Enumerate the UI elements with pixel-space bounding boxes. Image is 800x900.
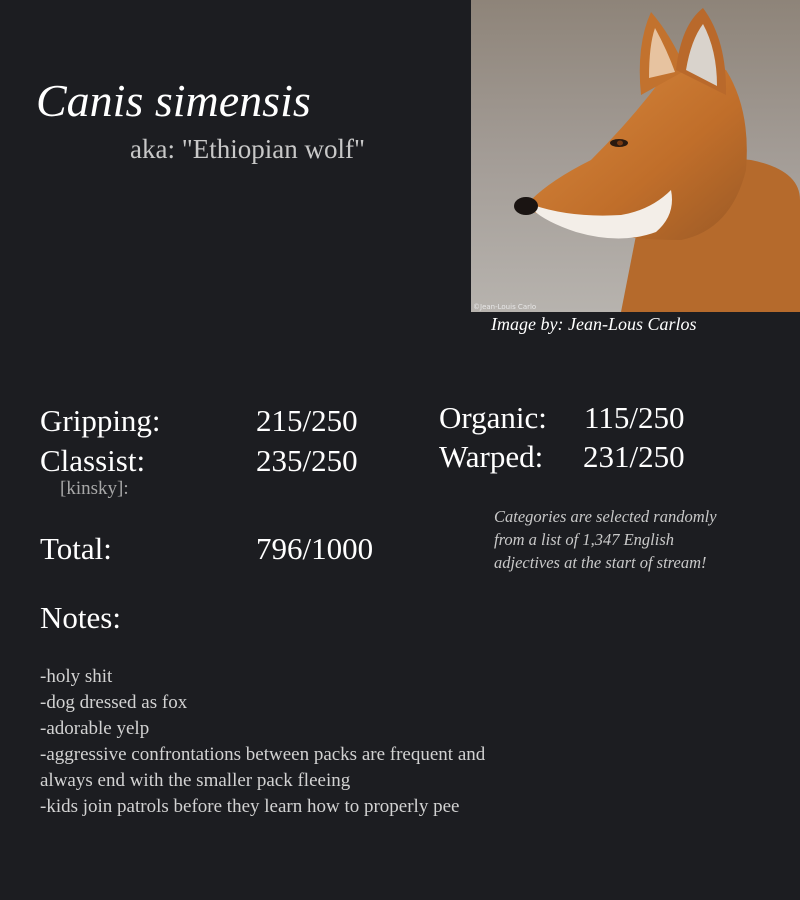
organic-value: 115/250 — [584, 400, 685, 435]
total-value: 796/1000 — [256, 531, 374, 566]
warped-value: 231/250 — [583, 439, 685, 474]
warped-label: Warped: — [439, 439, 544, 474]
note-item: -adorable yelp — [40, 718, 150, 739]
classist-value: 235/250 — [256, 443, 358, 478]
scientific-name: Canis simensis — [36, 75, 311, 126]
common-name: aka: "Ethiopian wolf" — [130, 134, 365, 164]
gripping-label: Gripping: — [40, 403, 161, 438]
notes-title: Notes: — [40, 600, 121, 635]
gripping-value: 215/250 — [256, 403, 358, 438]
note-item: -kids join patrols before they learn how to properly pee — [40, 796, 460, 817]
categories-note: Categories are selected randomly from a list of 1,347 English adjectives at the start of stream! — [494, 507, 717, 572]
note-item: -aggressive confrontations between packs are frequent and always end with the smaller pack fleeing — [40, 744, 486, 791]
notes-list — [40, 664, 640, 820]
image-credit: Image by: Jean-Lous Carlos — [491, 314, 697, 334]
classist-label: Classist: — [40, 443, 146, 478]
classist-sublabel: [kinsky]: — [60, 478, 129, 499]
note-item: -dog dressed as fox — [40, 692, 188, 713]
note-item: -holy shit — [40, 666, 113, 687]
wolf-photo — [471, 0, 800, 312]
photo-watermark: ©Jean-Louis Carlo — [473, 303, 537, 311]
organic-label: Organic: — [439, 400, 547, 435]
total-label: Total: — [40, 531, 112, 566]
